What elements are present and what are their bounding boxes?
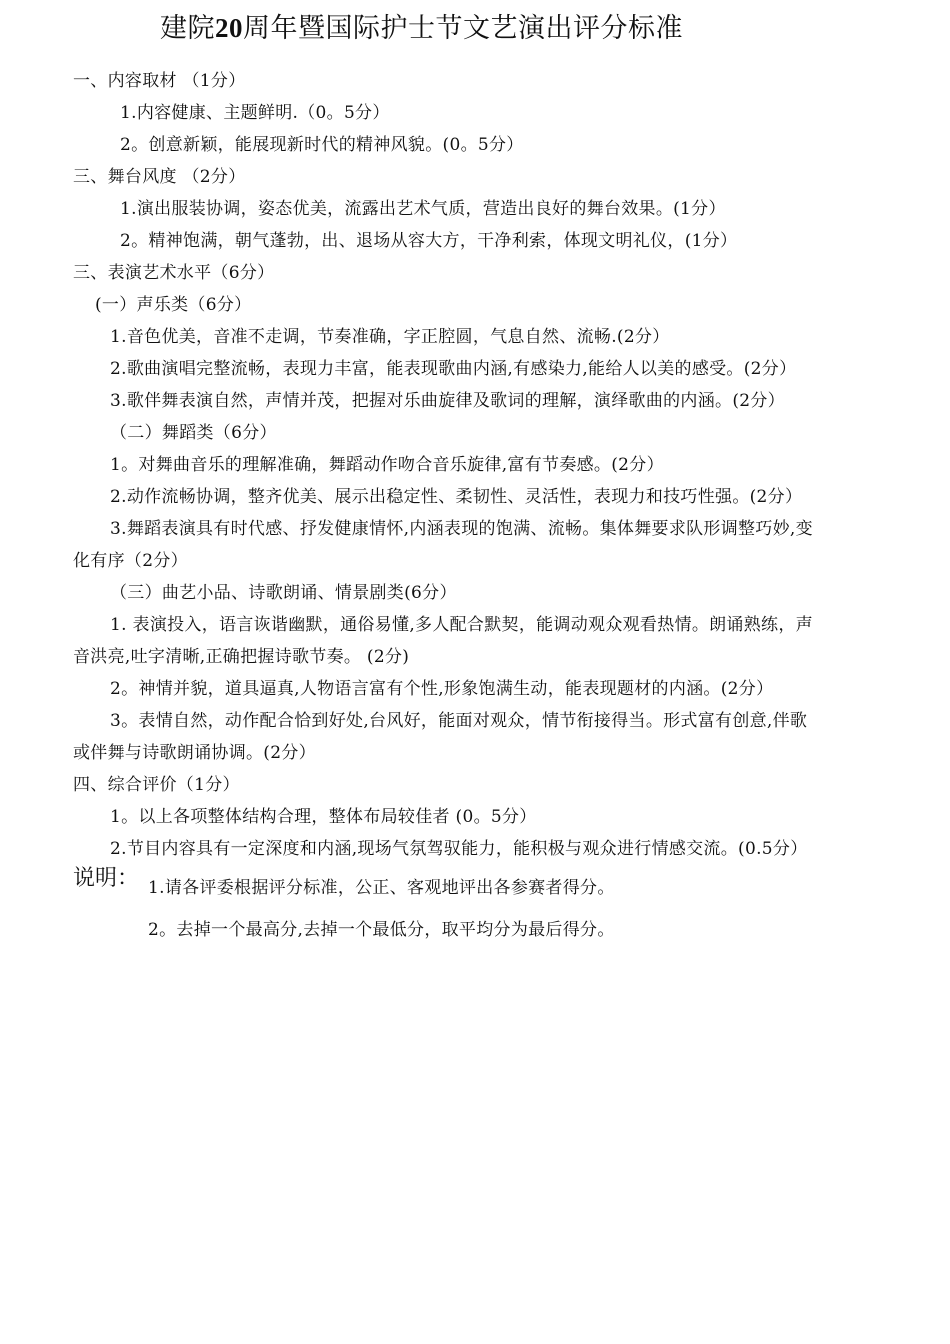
criterion-line: 3.舞蹈表演具有时代感、抒发健康情怀,内涵表现的饱满、流畅。集体舞要求队形调整巧妙,变 [110, 519, 813, 539]
section-heading-content: 一、内容取材 （1分） [73, 71, 246, 91]
criterion-line: 1.内容健康、主题鲜明.（0。5分） [120, 103, 390, 123]
criterion-line: 1。以上各项整体结构合理，整体布局较佳者 (0。5分） [110, 807, 537, 827]
criterion-line: 1.音色优美，音准不走调，节奏准确，字正腔圆，气息自然、流畅.(2分） [110, 327, 670, 347]
criterion-line: 1.演出服装协调，姿态优美，流露出艺术气质，营造出良好的舞台效果。(1分） [120, 199, 726, 219]
note-line: 1.请各评委根据评分标准，公正、客观地评出各参赛者得分。 [148, 878, 615, 898]
title-suffix: 周年暨国际护士节文艺演出评分标准 [243, 13, 683, 44]
criterion-line: 2.节目内容具有一定深度和内涵,现场气氛驾驭能力，能积极与观众进行情感交流。(0.5分） [110, 839, 808, 859]
criterion-line-continued: 音洪亮,吐字清晰,正确把握诗歌节奏。 (2分) [73, 647, 410, 667]
note-line: 2。去掉一个最高分,去掉一个最低分，取平均分为最后得分。 [148, 920, 615, 940]
section-heading-performance: 三、表演艺术水平（6分） [73, 263, 275, 283]
criterion-line: 1。对舞曲音乐的理解准确，舞蹈动作吻合音乐旋律,富有节奏感。(2分） [110, 455, 664, 475]
criterion-line: 2。创意新颖，能展现新时代的精神风貌。(0。5分） [120, 135, 524, 155]
title-prefix: 建院 [160, 13, 215, 44]
document-title [160, 10, 683, 47]
subsection-heading-skits: （三）曲艺小品、诗歌朗诵、情景剧类(6分） [110, 583, 457, 603]
criterion-line: 3.歌伴舞表演自然，声情并茂，把握对乐曲旋律及歌词的理解，演绎歌曲的内涵。(2分） [110, 391, 785, 411]
subsection-heading-vocal: (一）声乐类（6分） [95, 295, 252, 315]
criterion-line: 3。表情自然，动作配合恰到好处,台风好，能面对观众，情节衔接得当。形式富有创意,伴歌 [110, 711, 808, 731]
subsection-heading-dance: （二）舞蹈类（6分） [110, 423, 277, 443]
criterion-line: 2。精神饱满，朝气蓬勃，出、退场从容大方，干净利索，体现文明礼仪，(1分） [120, 231, 738, 251]
section-heading-stage: 三、舞台风度 （2分） [73, 167, 246, 187]
section-heading-overall: 四、综合评价（1分） [73, 775, 240, 795]
criterion-line-continued: 或伴舞与诗歌朗诵协调。(2分） [73, 743, 316, 763]
note-label: 说明： [73, 866, 140, 891]
criterion-line: 2.歌曲演唱完整流畅，表现力丰富，能表现歌曲内涵,有感染力,能给人以美的感受。(2分） [110, 359, 797, 379]
title-number: 20 [215, 13, 243, 43]
criterion-line: 2.动作流畅协调，整齐优美、展示出稳定性、柔韧性、灵活性，表现力和技巧性强。(2分） [110, 487, 803, 507]
criterion-line: 2。神情并貌，道具逼真,人物语言富有个性,形象饱满生动，能表现题材的内涵。(2分） [110, 679, 774, 699]
criterion-line: 1. 表演投入，语言诙谐幽默，通俗易懂,多人配合默契，能调动观众观看热情。朗诵熟练，声 [110, 615, 813, 635]
criterion-line-continued: 化有序（2分） [73, 551, 188, 571]
